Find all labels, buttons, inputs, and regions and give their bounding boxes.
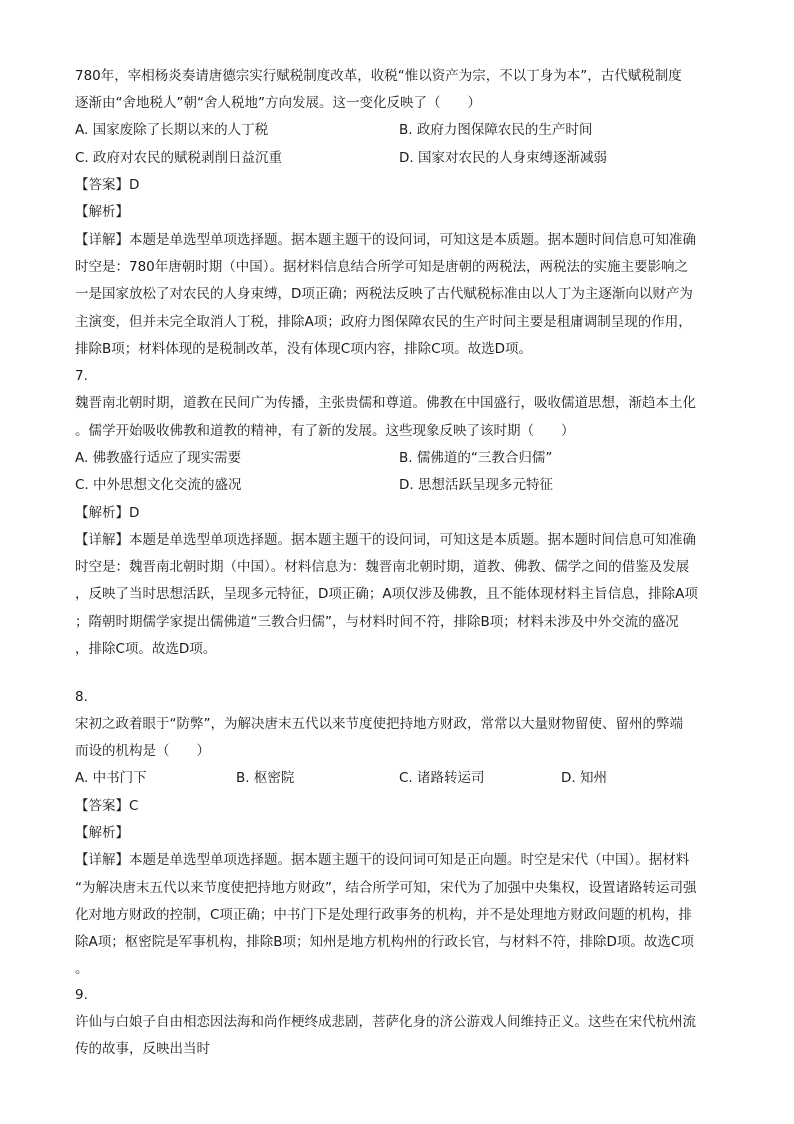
q8-analysis-label: 【解析】 xyxy=(75,825,129,841)
q8-option-c: C. 诸路转运司 xyxy=(399,770,485,786)
q6-answer: 【答案】D xyxy=(75,177,140,193)
q9-number: 9. xyxy=(75,987,88,1003)
q6-option-a: A. 国家废除了长期以来的人丁税 xyxy=(75,122,269,138)
q8-option-b: B. 枢密院 xyxy=(236,770,295,786)
q8-stem-line-2: 而设的机构是（ ） xyxy=(75,743,210,759)
q7-option-a: A. 佛教盛行适应了现实需要 xyxy=(75,450,242,466)
q6-detail-line-2: 时空是：780年唐朝时期（中国）。据材料信息结合所学可知是唐朝的两税法，两税法的实施主要影响之 xyxy=(75,259,689,275)
q7-number: 7. xyxy=(75,368,88,384)
q7-detail-line-3: ，反映了当时思想活跃，呈现多元特征，D项正确；A项仅涉及佛教，且不能体现材料主旨信息，排除A项 xyxy=(75,586,698,602)
q8-number: 8. xyxy=(75,689,88,705)
q8-detail-line-5: 。 xyxy=(75,961,89,977)
q7-option-d: D. 思想活跃呈现多元特征 xyxy=(399,477,553,493)
q6-detail-line-3: 一是国家放松了对农民的人身束缚，D项正确；两税法反映了古代赋税标准由以人丁为主逐渐向以财产为 xyxy=(75,286,693,302)
q8-detail-line-3: 化对地方财政的控制，C项正确；中书门下是处理行政事务的机构，并不是处理地方财政问题的机构，排 xyxy=(75,907,692,923)
q6-detail-line-4: 主演变，但并未完全取消人丁税，排除A项；政府力图保障农民的生产时间主要是租庸调制呈现的作用， xyxy=(75,314,692,330)
q9-stem-line-1: 许仙与白娘子自由相恋因法海和尚作梗终成悲剧，菩萨化身的济公游戏人间维持正义。这些在宋代杭州流 xyxy=(75,1014,696,1030)
q6-stem-line-1: 780年，宰相杨炎奏请唐德宗实行赋税制度改革，收税“惟以资产为宗，不以丁身为本”，古代赋税制度 xyxy=(75,68,682,84)
q6-option-c: C. 政府对农民的赋税剥削日益沉重 xyxy=(75,150,283,166)
q7-detail-line-2: 时空是：魏晋南北朝时期（中国）。材料信息为：魏晋南北朝时期，道教、佛教、儒学之间的借鉴及发展 xyxy=(75,559,690,575)
q8-option-a: A. 中书门下 xyxy=(75,770,147,786)
q8-detail-line-2: “为解决唐末五代以来节度使把持地方财政”，结合所学可知，宋代为了加强中央集权，设置诸路转运司强 xyxy=(75,880,697,896)
q7-option-b: B. 儒佛道的“三教合归儒” xyxy=(399,450,553,466)
q8-detail-line-4: 除A项；枢密院是军事机构，排除B项；知州是地方机构州的行政长官，与材料不符，排除D项。故选C项 xyxy=(75,934,694,950)
q6-option-b: B. 政府力图保障农民的生产时间 xyxy=(399,122,593,138)
q6-detail-line-1: 【详解】本题是单选型单项选择题。据本题主题干的设问词，可知这是本质题。据本题时间信息可知准确 xyxy=(75,232,696,248)
q7-answer: 【解析】D xyxy=(75,505,140,521)
q8-detail-line-1: 【详解】本题是单选型单项选择题。据本题主题干的设问词可知是正向题。时空是宋代（中国）。据材料 xyxy=(75,852,690,868)
q6-detail-line-5: 排除B项；材料体现的是税制改革，没有体现C项内容，排除C项。故选D项。 xyxy=(75,341,533,357)
q8-stem-line-1: 宋初之政着眼于“防弊”，为解决唐末五代以来节度使把持地方财政，常常以大量财物留使、留州的弊端 xyxy=(75,716,683,732)
q7-stem-line-1: 魏晋南北朝时期，道教在民间广为传播，主张贵儒和尊道。佛教在中国盛行，吸收儒道思想，渐趋本土化 xyxy=(75,395,696,411)
q7-detail-line-4: ；隋朝时期儒学家提出儒佛道“三教合归儒”，与材料时间不符，排除B项；材料未涉及中外交流的盛况 xyxy=(75,614,679,630)
q7-detail-line-5: ，排除C项。故选D项。 xyxy=(75,641,217,657)
q6-stem-line-2: 逐渐由“舍地税人”朝“舍人税地”方向发展。这一变化反映了（ ） xyxy=(75,95,481,111)
q8-answer: 【答案】C xyxy=(75,798,139,814)
q7-stem-line-2: 。儒学开始吸收佛教和道教的精神，有了新的发展。这些现象反映了该时期（ ） xyxy=(75,423,575,439)
q7-option-c: C. 中外思想文化交流的盛况 xyxy=(75,477,242,493)
q7-detail-line-1: 【详解】本题是单选型单项选择题。据本题主题干的设问词，可知这是本质题。据本题时间信息可知准确 xyxy=(75,532,696,548)
q8-option-d: D. 知州 xyxy=(561,770,607,786)
q9-stem-line-2: 传的故事，反映出当时 xyxy=(75,1041,210,1057)
q6-analysis-label: 【解析】 xyxy=(75,204,129,220)
q6-option-d: D. 国家对农民的人身束缚逐渐减弱 xyxy=(399,150,607,166)
